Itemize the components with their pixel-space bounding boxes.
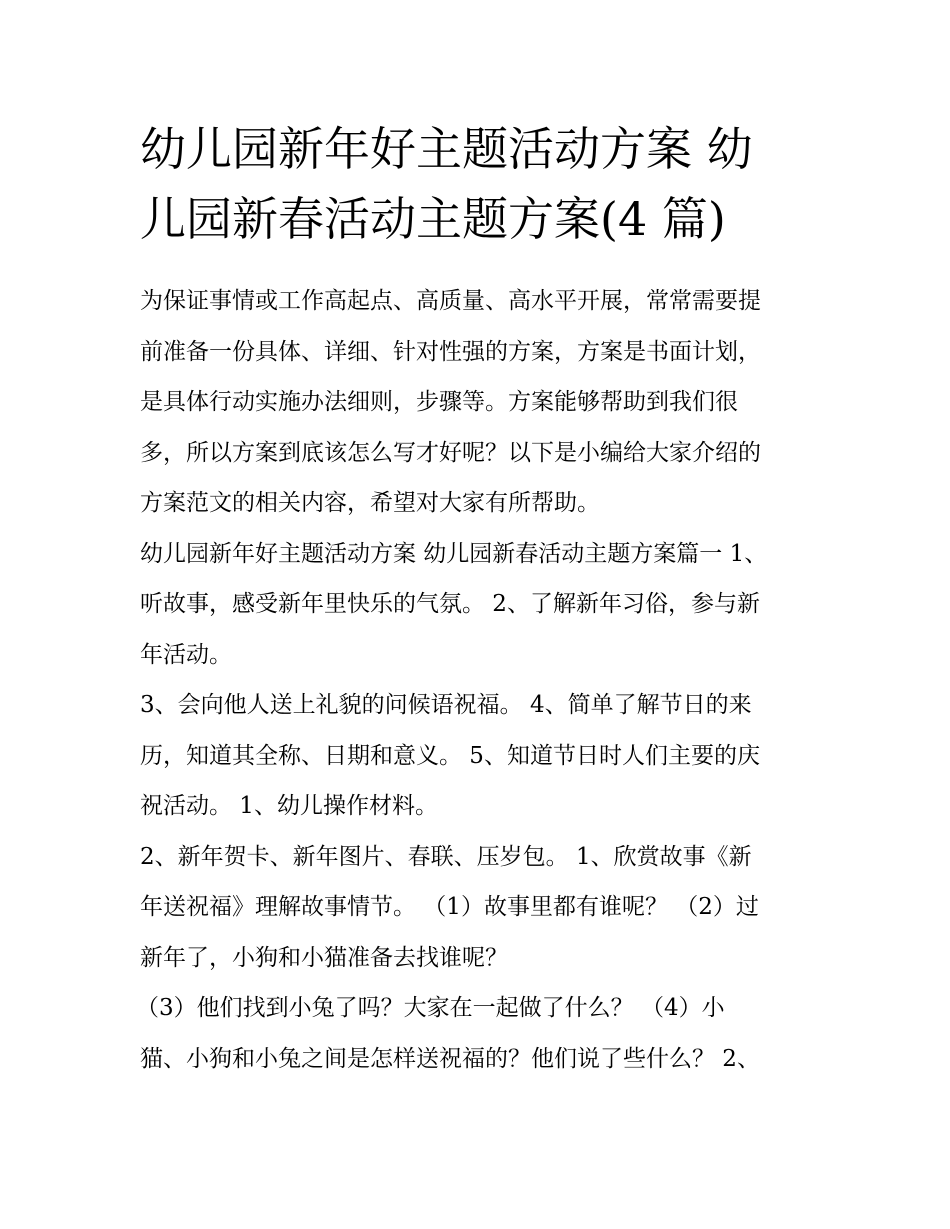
body-line: 方案范文的相关内容，希望对大家有所帮助。 xyxy=(140,490,600,516)
title-line-1: 幼儿园新年好主题活动方案 幼 xyxy=(140,122,753,176)
body-line: 前准备一份具体、详细、针对性强的方案，方案是书面计划， xyxy=(140,338,761,365)
body-line: 听故事，感受新年里快乐的气氛。 2、了解新年习俗，参与新 xyxy=(140,591,760,617)
body-line: 幼儿园新年好主题活动方案 幼儿园新春活动主题方案篇一 1、 xyxy=(140,540,768,567)
title-line-2: 儿园新春活动主题方案(4 篇) xyxy=(140,192,726,246)
body-line: 是具体行动实施办法细则，步骤等。方案能够帮助到我们很 xyxy=(140,389,738,415)
body-line: 2、新年贺卡、新年图片、春联、压岁包。 1、欣赏故事《新 xyxy=(140,843,752,870)
body-line: 祝活动。 1、幼儿操作材料。 xyxy=(140,793,438,819)
body-line: 历，知道其全称、日期和意义。 5、知道节日时人们主要的庆 xyxy=(140,742,760,769)
body-line: 年送祝福》理解故事情节。 （1）故事里都有谁呢？ （2）过 xyxy=(140,894,759,920)
body-line: 年活动。 xyxy=(140,641,232,668)
body-line: 猫、小狗和小兔之间是怎样送祝福的？他们说了些什么？ 2、 xyxy=(140,1045,760,1072)
body-line: 为保证事情或工作高起点、高质量、高水平开展，常常需要提 xyxy=(140,288,761,314)
document-body xyxy=(136,276,840,1084)
body-line: 新年了，小狗和小猫准备去找谁呢？ xyxy=(140,944,508,971)
document-title xyxy=(140,114,820,254)
body-line: 3、会向他人送上礼貌的问候语祝福。 4、简单了解节日的来 xyxy=(140,692,752,718)
body-line: 多，所以方案到底该怎么写才好呢？以下是小编给大家介绍的 xyxy=(140,439,761,466)
body-line: （3）他们找到小兔了吗？大家在一起做了什么？ （4）小 xyxy=(136,995,725,1021)
